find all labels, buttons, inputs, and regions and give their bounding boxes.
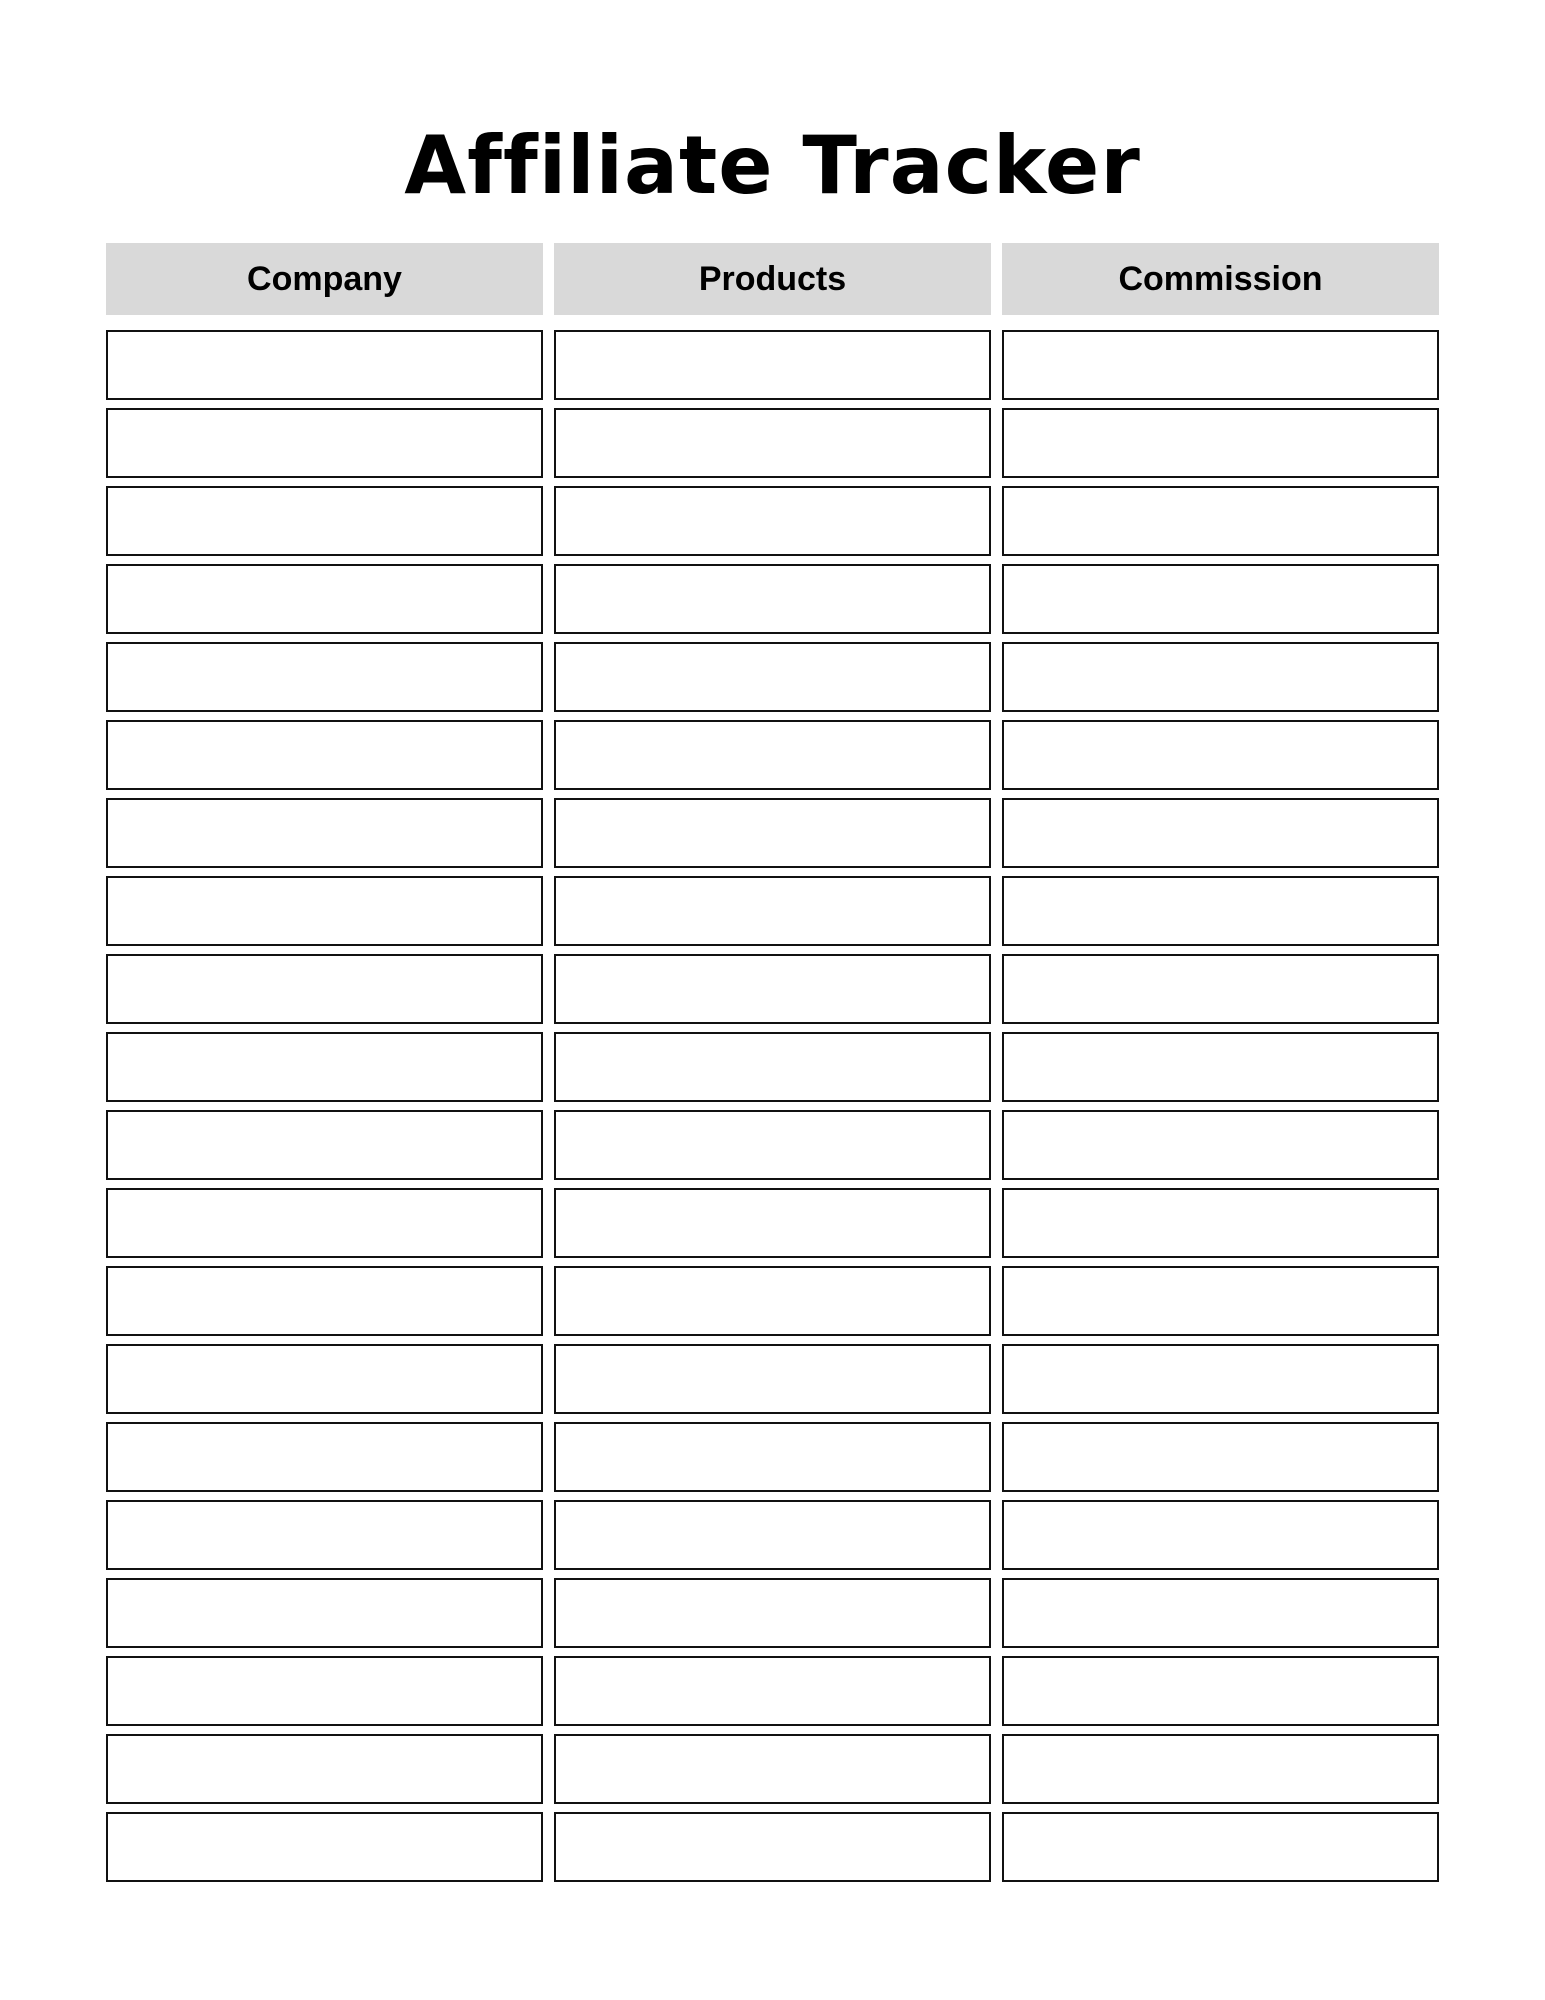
table-row (106, 954, 1439, 1024)
table-row (106, 1734, 1439, 1804)
cell-company[interactable] (106, 1578, 543, 1648)
table-row (106, 564, 1439, 634)
cell-commission[interactable] (1002, 486, 1439, 556)
table-row (106, 642, 1439, 712)
cell-products[interactable] (554, 330, 991, 400)
table-row (106, 330, 1439, 400)
cell-company[interactable] (106, 486, 543, 556)
table-row (106, 1188, 1439, 1258)
cell-company[interactable] (106, 1266, 543, 1336)
cell-commission[interactable] (1002, 408, 1439, 478)
table-row (106, 1266, 1439, 1336)
cell-commission[interactable] (1002, 1032, 1439, 1102)
table-row (106, 1812, 1439, 1882)
cell-commission[interactable] (1002, 876, 1439, 946)
table-row (106, 1500, 1439, 1570)
cell-company[interactable] (106, 876, 543, 946)
cell-products[interactable] (554, 1188, 991, 1258)
cell-company[interactable] (106, 954, 543, 1024)
cell-products[interactable] (554, 564, 991, 634)
table-body (106, 330, 1439, 1890)
cell-commission[interactable] (1002, 330, 1439, 400)
cell-company[interactable] (106, 1734, 543, 1804)
cell-company[interactable] (106, 1422, 543, 1492)
cell-products[interactable] (554, 408, 991, 478)
cell-products[interactable] (554, 642, 991, 712)
cell-company[interactable] (106, 1500, 543, 1570)
cell-products[interactable] (554, 1656, 991, 1726)
cell-company[interactable] (106, 642, 543, 712)
cell-company[interactable] (106, 1032, 543, 1102)
cell-company[interactable] (106, 798, 543, 868)
table-row (106, 1344, 1439, 1414)
column-header-commission: Commission (1002, 243, 1439, 315)
cell-commission[interactable] (1002, 642, 1439, 712)
cell-products[interactable] (554, 1422, 991, 1492)
table-row (106, 486, 1439, 556)
cell-products[interactable] (554, 1812, 991, 1882)
cell-company[interactable] (106, 408, 543, 478)
cell-commission[interactable] (1002, 1578, 1439, 1648)
cell-company[interactable] (106, 1812, 543, 1882)
page-title: Affiliate Tracker (404, 119, 1141, 212)
cell-products[interactable] (554, 1500, 991, 1570)
table-row (106, 1422, 1439, 1492)
table-row (106, 798, 1439, 868)
cell-company[interactable] (106, 1188, 543, 1258)
cell-commission[interactable] (1002, 1422, 1439, 1492)
cell-company[interactable] (106, 330, 543, 400)
table-header (106, 243, 1439, 315)
cell-commission[interactable] (1002, 954, 1439, 1024)
cell-commission[interactable] (1002, 1266, 1439, 1336)
cell-commission[interactable] (1002, 1734, 1439, 1804)
table-row (106, 876, 1439, 946)
cell-products[interactable] (554, 876, 991, 946)
cell-products[interactable] (554, 720, 991, 790)
cell-company[interactable] (106, 1110, 543, 1180)
table-row (106, 1656, 1439, 1726)
cell-commission[interactable] (1002, 564, 1439, 634)
cell-company[interactable] (106, 1656, 543, 1726)
cell-commission[interactable] (1002, 1656, 1439, 1726)
cell-company[interactable] (106, 720, 543, 790)
table-row (106, 1110, 1439, 1180)
cell-products[interactable] (554, 486, 991, 556)
cell-products[interactable] (554, 1032, 991, 1102)
cell-commission[interactable] (1002, 1500, 1439, 1570)
cell-company[interactable] (106, 1344, 543, 1414)
cell-commission[interactable] (1002, 1188, 1439, 1258)
table-row (106, 720, 1439, 790)
cell-products[interactable] (554, 954, 991, 1024)
cell-commission[interactable] (1002, 798, 1439, 868)
cell-products[interactable] (554, 1734, 991, 1804)
cell-products[interactable] (554, 1344, 991, 1414)
column-header-products: Products (554, 243, 991, 315)
table-row (106, 1032, 1439, 1102)
cell-products[interactable] (554, 1578, 991, 1648)
cell-products[interactable] (554, 1266, 991, 1336)
cell-commission[interactable] (1002, 1812, 1439, 1882)
cell-commission[interactable] (1002, 720, 1439, 790)
table-row (106, 1578, 1439, 1648)
cell-products[interactable] (554, 1110, 991, 1180)
cell-products[interactable] (554, 798, 991, 868)
cell-commission[interactable] (1002, 1344, 1439, 1414)
table-row (106, 408, 1439, 478)
column-header-company: Company (106, 243, 543, 315)
cell-commission[interactable] (1002, 1110, 1439, 1180)
cell-company[interactable] (106, 564, 543, 634)
